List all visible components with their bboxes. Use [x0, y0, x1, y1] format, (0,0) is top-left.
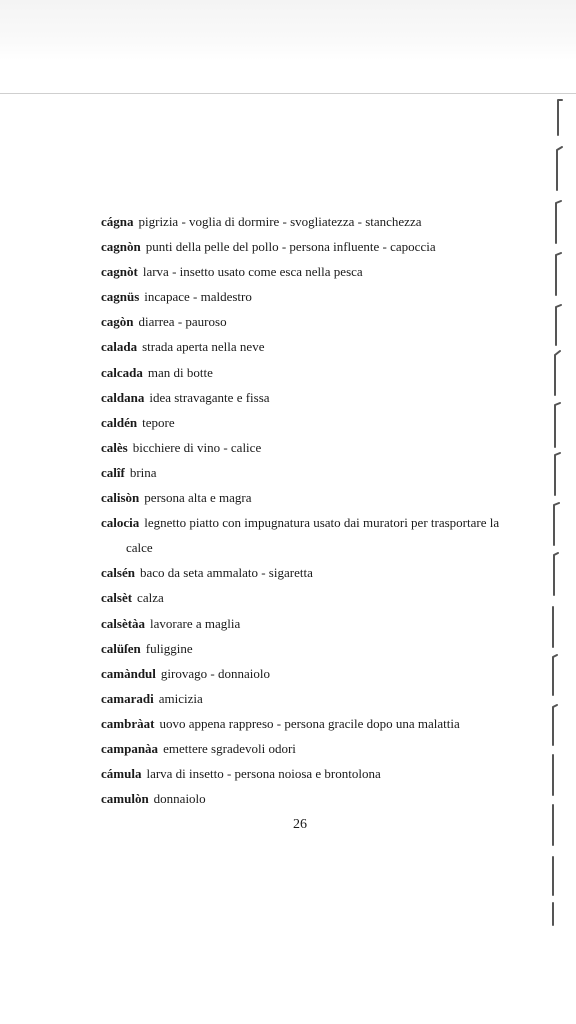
entry-term: cágna — [101, 214, 134, 229]
entry-term: cagnòn — [101, 239, 141, 255]
dictionary-entry — [101, 485, 511, 510]
dictionary-entry — [101, 786, 511, 811]
dictionary-entry — [101, 209, 511, 234]
entry-term: calsètàa — [101, 615, 146, 631]
entry-definition: legnetto piatto con impugnatura usato dai muratori per trasportare la calce — [126, 515, 500, 556]
entry-term: cagnüs — [101, 289, 140, 305]
entry-definition: strada aperta nella neve — [142, 339, 265, 355]
entry-definition: donnaiolo — [153, 791, 206, 807]
entry-definition: tepore — [142, 414, 175, 430]
scan-shadow-top — [0, 0, 576, 60]
dictionary-entry — [101, 510, 511, 560]
entry-definition: diarrea - pauroso — [138, 314, 227, 330]
entry-definition: emettere sgradevoli odori — [163, 740, 296, 756]
dictionary-entry — [101, 435, 511, 460]
entry-definition: punti della pelle del pollo - persona influente - capoccia — [145, 239, 436, 255]
entry-definition: larva di insetto - persona noiosa e brontolona — [146, 766, 381, 782]
binding-edge-marks — [549, 95, 571, 935]
entry-term: cambràat — [101, 715, 155, 731]
entry-definition: lavorare a maglia — [150, 615, 241, 631]
entry-term: calcada — [101, 364, 143, 380]
entry-term: camàndul — [101, 665, 156, 681]
dictionary-entry — [101, 309, 511, 334]
entry-term: caldén — [101, 414, 138, 430]
entry-term: cámula — [101, 766, 142, 782]
entry-definition: uovo appena rappreso - persona gracile dopo una malattia — [159, 715, 460, 731]
entry-term: camaradi — [101, 690, 154, 706]
dictionary-entry — [101, 460, 511, 485]
entry-term: calocia — [101, 515, 140, 531]
dictionary-entry — [101, 611, 511, 636]
entry-definition: pigrizia - voglia di dormire - svogliatezza - stanchezza — [138, 214, 422, 229]
entry-term: caldana — [101, 389, 145, 405]
entry-definition: amicizia — [158, 690, 203, 706]
entry-definition: persona alta e magra — [144, 490, 252, 506]
entry-definition: baco da seta ammalato - sigaretta — [139, 565, 313, 581]
dictionary-entry — [101, 234, 511, 259]
entry-term: calsén — [101, 565, 135, 581]
page-number: 26 — [293, 817, 307, 832]
dictionary-entry — [101, 259, 511, 284]
dictionary-entry — [101, 360, 511, 385]
entry-term: calada — [101, 339, 138, 355]
entry-term: campanàa — [101, 740, 159, 756]
entry-term: cagòn — [101, 314, 134, 330]
entry-term: calès — [101, 439, 128, 455]
dictionary-entry — [101, 385, 511, 410]
entry-definition: brina — [129, 464, 157, 480]
binding-edge-marks-graphic — [549, 95, 571, 935]
dictionary-entry — [101, 410, 511, 435]
dictionary-entry — [101, 636, 511, 661]
dictionary-entry — [101, 560, 511, 585]
dictionary-entry — [101, 711, 511, 736]
dictionary-entry — [101, 284, 511, 309]
dictionary-entry — [101, 585, 511, 610]
entry-definition: girovago - donnaiolo — [160, 665, 270, 681]
entry-term: calsèt — [101, 590, 133, 606]
dictionary-entry — [101, 761, 511, 786]
entry-term: camulòn — [101, 791, 149, 807]
dictionary-entry — [101, 736, 511, 761]
dictionary-entries — [101, 209, 511, 811]
entry-definition: idea stravagante e fissa — [149, 389, 270, 405]
entry-definition: fuliggine — [145, 640, 193, 656]
entry-definition: larva - insetto usato come esca nella pesca — [142, 264, 363, 280]
entry-term: calüſen — [101, 640, 141, 656]
entry-definition: bicchiere di vino - calice — [132, 439, 262, 455]
dictionary-entry — [101, 661, 511, 686]
page-edge-line — [0, 93, 576, 94]
dictionary-entry — [101, 334, 511, 359]
entry-definition: calza — [137, 590, 164, 606]
dictionary-entry — [101, 686, 511, 711]
entry-definition: incapace - maldestro — [144, 289, 252, 305]
entry-term: calisòn — [101, 490, 140, 506]
entry-term: cagnòt — [101, 264, 138, 280]
entry-term: calîf — [101, 464, 125, 480]
entry-definition: man di botte — [147, 364, 213, 380]
